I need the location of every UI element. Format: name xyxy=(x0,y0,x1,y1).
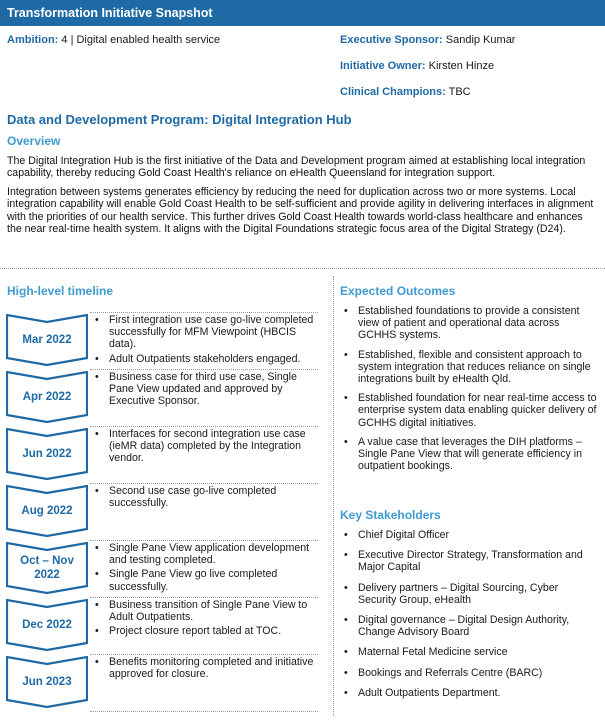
stakeholder-item-text: Adult Outpatients Department. xyxy=(358,686,501,699)
milestone-date: Oct – Nov 2022 xyxy=(20,555,74,581)
milestone-bullet-text: Adult Outpatients stakeholders engaged. xyxy=(109,352,301,365)
stakeholder-item xyxy=(340,529,598,541)
bullet-icon: • xyxy=(344,614,348,627)
outcome-item-text: Established, flexible and consistent approach to system integration that reduces reliance on single integrations built by eHealth Qld. xyxy=(358,348,591,386)
bullet-icon: • xyxy=(95,314,99,326)
milestone-date: Jun 2022 xyxy=(22,448,72,460)
bullet-icon: • xyxy=(344,646,348,659)
timeline-separator xyxy=(90,426,318,427)
milestone-date: Jun 2023 xyxy=(22,676,72,688)
executive-sponsor-field xyxy=(340,34,515,46)
overview-heading: Overview xyxy=(7,134,61,148)
stakeholder-item xyxy=(340,646,598,658)
milestone-bullets xyxy=(92,599,322,640)
timeline-separator xyxy=(90,597,318,598)
column-divider xyxy=(333,276,334,716)
bullet-icon: • xyxy=(344,529,348,541)
milestone-bullet-text: First integration use case go-live completed successfully for MFM Viewpoint (HBCIS data). xyxy=(109,314,314,351)
milestone-bullet xyxy=(92,314,322,351)
milestone-date: Aug 2022 xyxy=(21,505,73,517)
outcome-item xyxy=(340,392,598,429)
overview-paragraph-1: The Digital Integration Hub is the first initiative of the Data and Development program aimed at establishing local integration capability, thereby reducing Gold Coast Health's reliance on eHealth Queensland for integration support. xyxy=(7,155,586,180)
outcome-item xyxy=(340,436,598,473)
bullet-icon: • xyxy=(344,686,348,699)
outcome-item xyxy=(340,305,598,342)
overview-paragraph-2: Integration between systems generates efficiency by reducing the need for duplication across two or more systems. Local integration capability will enable Gold Coast Health to be self-sufficient and provide agility in delivering interfaces in alignment with the priorities of our health service. This further drives Gold Coast Health towards world-class healthcare and enhances the near real-time health system. It aligns with the Digital Foundations strategic focus area of the Digital Strategy (D24). xyxy=(7,186,594,236)
stakeholder-item-text: Chief Digital Officer xyxy=(358,529,450,541)
stakeholder-item xyxy=(340,549,598,573)
bullet-icon: • xyxy=(95,542,99,554)
timeline-separator xyxy=(90,540,318,541)
milestone-bullet xyxy=(92,428,322,465)
ambition-field xyxy=(7,34,220,46)
timeline-milestone xyxy=(6,314,88,366)
bullet-icon: • xyxy=(95,599,99,611)
timeline-milestone xyxy=(6,485,88,537)
milestone-bullet-text: Business transition of Single Pane View to Adult Outpatients. xyxy=(109,599,308,624)
timeline-separator xyxy=(90,369,318,370)
timeline-separator xyxy=(90,312,318,313)
bullet-icon: • xyxy=(95,428,99,440)
stakeholder-item-text: Bookings and Referrals Centre (BARC) xyxy=(358,666,543,679)
milestone-bullet xyxy=(92,353,322,365)
milestone-date: Apr 2022 xyxy=(22,391,72,403)
milestone-bullet-text: Interfaces for second integration use case (ieMR data) completed by the Integration vendor. xyxy=(109,428,306,465)
bullet-icon: • xyxy=(344,305,348,317)
bullet-icon: • xyxy=(95,656,99,668)
bullet-icon: • xyxy=(95,568,99,581)
stakeholders-list xyxy=(340,529,598,707)
ambition-label: Ambition: xyxy=(7,34,59,46)
milestone-bullet xyxy=(92,542,322,566)
timeline-milestone xyxy=(6,428,88,480)
timeline-separator xyxy=(90,483,318,484)
sponsor-label: Executive Sponsor: xyxy=(340,34,443,46)
timeline-separator xyxy=(90,711,318,712)
milestone-bullet xyxy=(92,599,322,623)
milestone-bullets xyxy=(92,542,322,595)
outcome-item-text: Established foundations to provide a consistent view of patient and operational data across GCHHS systems. xyxy=(358,305,580,342)
milestone-bullet-text: Single Pane View application development and testing completed. xyxy=(109,542,310,567)
outcomes-list xyxy=(340,305,598,479)
bullet-icon: • xyxy=(344,392,348,405)
milestone-bullet-text: Benefits monitoring completed and initiative approved for closure. xyxy=(109,656,314,681)
milestone-bullets xyxy=(92,314,322,367)
milestone-bullet xyxy=(92,625,322,637)
stakeholder-item-text: Delivery partners – Digital Sourcing, Cyber Security Group, eHealth xyxy=(358,581,559,606)
bullet-icon: • xyxy=(344,549,348,562)
milestone-bullet xyxy=(92,568,322,592)
milestone-bullets xyxy=(92,428,322,467)
milestone-date: Mar 2022 xyxy=(22,334,72,346)
champions-value: TBC xyxy=(448,86,471,98)
bullet-icon: • xyxy=(344,666,348,679)
stakeholder-item xyxy=(340,614,598,638)
sponsor-value: Sandip Kumar xyxy=(445,34,516,46)
bullet-icon: • xyxy=(95,352,99,365)
outcome-item-text: Established foundation for near real-time access to enterprise system data enabling quicker delivery of GCHHS digital initiatives. xyxy=(358,392,597,429)
program-title: Data and Development Program: Digital Integration Hub xyxy=(7,112,352,127)
stakeholder-item xyxy=(340,687,598,699)
timeline-milestone xyxy=(6,656,88,708)
stakeholder-item-text: Maternal Fetal Medicine service xyxy=(358,646,508,659)
timeline-milestone xyxy=(6,542,88,594)
bullet-icon: • xyxy=(344,581,348,594)
stakeholders-heading: Key Stakeholders xyxy=(340,508,441,522)
owner-value: Kirsten Hinze xyxy=(428,60,495,72)
timeline-heading: High-level timeline xyxy=(7,284,114,298)
timeline-separator xyxy=(90,654,318,655)
outcome-item-text: A value case that leverages the DIH platforms – Single Pane View that will generate efficiency in outpatient bookings. xyxy=(358,435,582,473)
milestone-date: Dec 2022 xyxy=(22,619,72,631)
milestone-bullet xyxy=(92,485,322,509)
clinical-champions-field xyxy=(340,86,471,98)
milestone-bullet xyxy=(92,656,322,680)
milestone-bullets xyxy=(92,485,322,511)
bullet-icon: • xyxy=(95,371,99,383)
timeline-milestone xyxy=(6,599,88,651)
bullet-icon: • xyxy=(344,435,348,448)
section-divider xyxy=(0,268,605,269)
stakeholder-item xyxy=(340,667,598,679)
bullet-icon: • xyxy=(344,348,348,361)
stakeholder-item xyxy=(340,582,598,606)
stakeholder-item-text: Digital governance – Digital Design Authority, Change Advisory Board xyxy=(358,614,570,639)
snapshot-title-bar xyxy=(0,0,605,26)
timeline-milestone xyxy=(6,371,88,423)
milestone-bullet xyxy=(92,371,322,408)
champions-label: Clinical Champions: xyxy=(340,86,446,98)
initiative-owner-field xyxy=(340,60,494,72)
owner-label: Initiative Owner: xyxy=(340,60,426,72)
milestone-bullet-text: Single Pane View go live completed successfully. xyxy=(109,568,278,593)
outcome-item xyxy=(340,349,598,386)
milestone-bullets xyxy=(92,371,322,410)
bullet-icon: • xyxy=(95,625,99,638)
bullet-icon: • xyxy=(95,485,99,497)
outcomes-heading: Expected Outcomes xyxy=(340,284,456,298)
milestone-bullets xyxy=(92,656,322,682)
milestone-bullet-text: Project closure report tabled at TOC. xyxy=(109,625,282,638)
stakeholder-item-text: Executive Director Strategy, Transformation and Major Capital xyxy=(358,549,583,574)
milestone-bullet-text: Second use case go-live completed successfully. xyxy=(109,485,277,510)
ambition-value: 4 | Digital enabled health service xyxy=(61,34,221,46)
milestone-bullet-text: Business case for third use case, Single Pane View updated and approved by Executive Sponsor. xyxy=(109,371,297,408)
snapshot-title: Transformation Initiative Snapshot xyxy=(7,6,213,20)
